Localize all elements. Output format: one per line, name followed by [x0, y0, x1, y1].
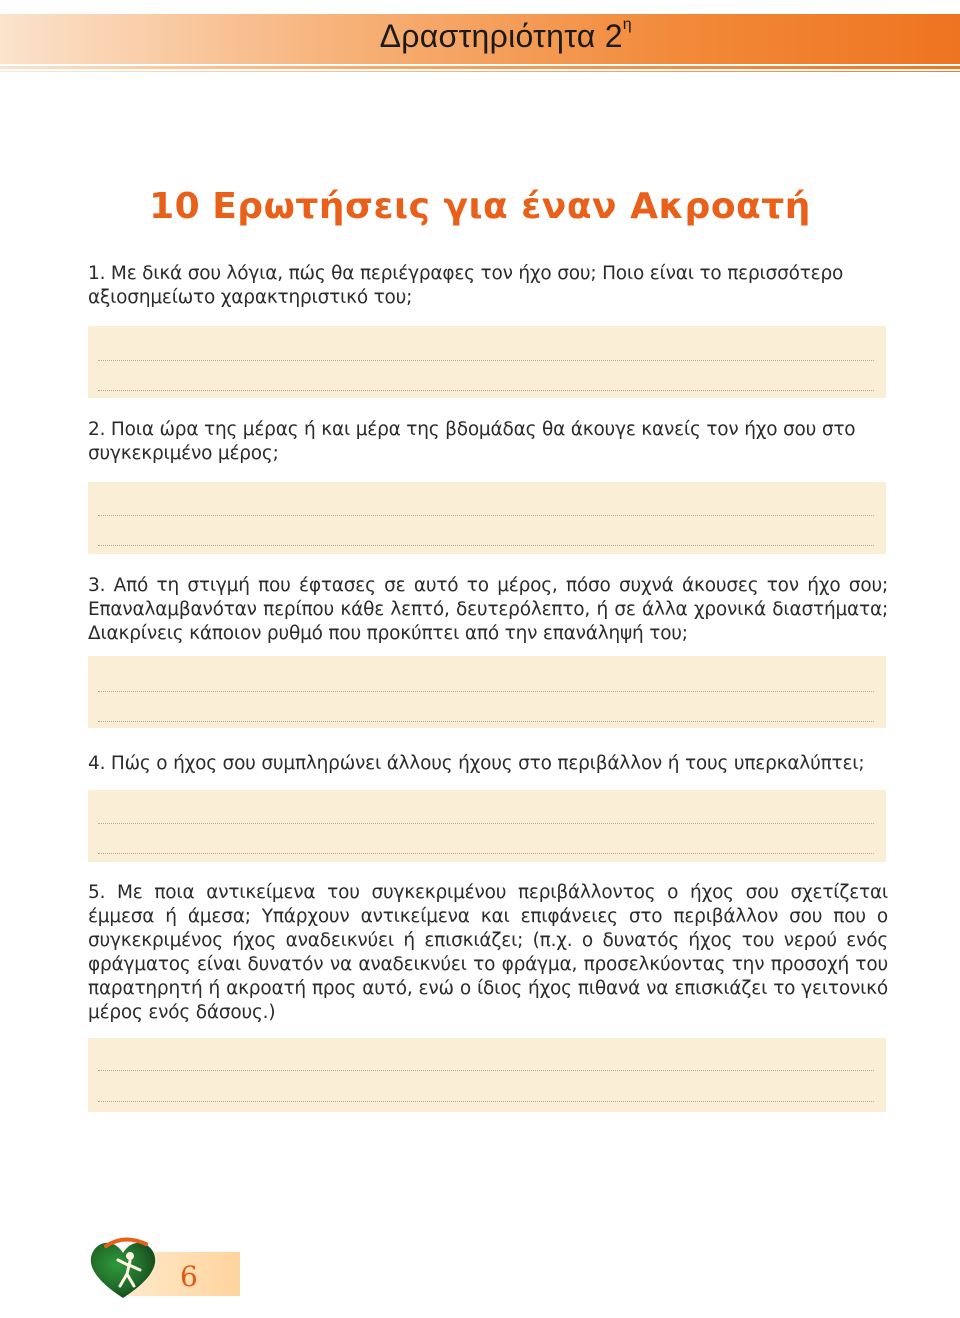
- answer-line: [98, 691, 874, 692]
- answer-box-1[interactable]: [88, 326, 886, 398]
- answer-box-3[interactable]: [88, 656, 886, 728]
- activity-title: Δραστηριότητα $2^\eta$: [379, 16, 632, 54]
- answer-box-5[interactable]: [88, 1038, 886, 1112]
- question-3: 3. Από τη στιγμή που έφτασες σε αυτό το μέρος, πόσο συχνά άκουσες τον ήχο σου; Επαναλαμβανόταν περίπου κάθε λεπτό, δευτερόλεπτο, ή σε άλλα χρονικά διαστήματα; Διακρίνεις κάποιον ρυθμό που προκύπτει από την επανάληψή του;: [88, 575, 888, 644]
- answer-line: [98, 390, 874, 391]
- answer-line: [98, 721, 874, 722]
- page-number: 6: [180, 1260, 198, 1293]
- answer-line: [98, 1101, 874, 1102]
- answer-line: [98, 823, 874, 824]
- question-5: 5. Με ποια αντικείμενα του συγκεκριμένου περιβάλλοντος ο ήχος σου σχετίζεται έμμεσα ή άμεσα; Υπάρχουν αντικείμενα και επιφάνειες στο περιβάλλον σου που ο συγκεκριμένος ήχος αναδεικνύει ή επισκιάζει; (π.χ. ο δυνατός ήχος του νερού ενός φράγματος είναι δυνατόν να αναδεικνύει το φράγμα, προσελκύοντας την προσοχή του παρατηρητή ή ακροατή προς αυτό, ενώ ο ίδιος ήχος πιθανά να επισκιάζει το γειτονικό μέρος ενός δάσους.): [88, 882, 888, 1023]
- header-rule-thin: [0, 71, 960, 72]
- worksheet-title: [0, 186, 960, 227]
- answer-line: [98, 360, 874, 361]
- question-4: 4. Πώς ο ήχος σου συμπληρώνει άλλους ήχους στο περιβάλλον ή τους υπερκαλύπτει;: [88, 753, 865, 774]
- worksheet-title-number: 10: [149, 186, 201, 227]
- answer-box-4[interactable]: [88, 790, 886, 862]
- heart-figure-logo-icon: [84, 1236, 162, 1302]
- page-header: [0, 0, 960, 80]
- header-rule: [0, 66, 960, 69]
- question-1: 1. Με δικά σου λόγια, πώς θα περιέγραφες τον ήχο σου; Ποιο είναι το περισσότερο αξιοσημείωτο χαρακτηριστικό του;: [88, 263, 844, 308]
- answer-line: [98, 1070, 874, 1071]
- worksheet-title-text: Ερωτήσεις για έναν Ακροατή: [212, 186, 811, 227]
- answer-box-2[interactable]: [88, 482, 886, 554]
- answer-line: [98, 853, 874, 854]
- answer-line: [98, 515, 874, 516]
- answer-line: [98, 545, 874, 546]
- question-2: 2. Ποια ώρα της μέρας ή και μέρα της βδομάδας θα άκουγε κανείς τον ήχο σου στο συγκεκριμένο μέρος;: [88, 419, 856, 464]
